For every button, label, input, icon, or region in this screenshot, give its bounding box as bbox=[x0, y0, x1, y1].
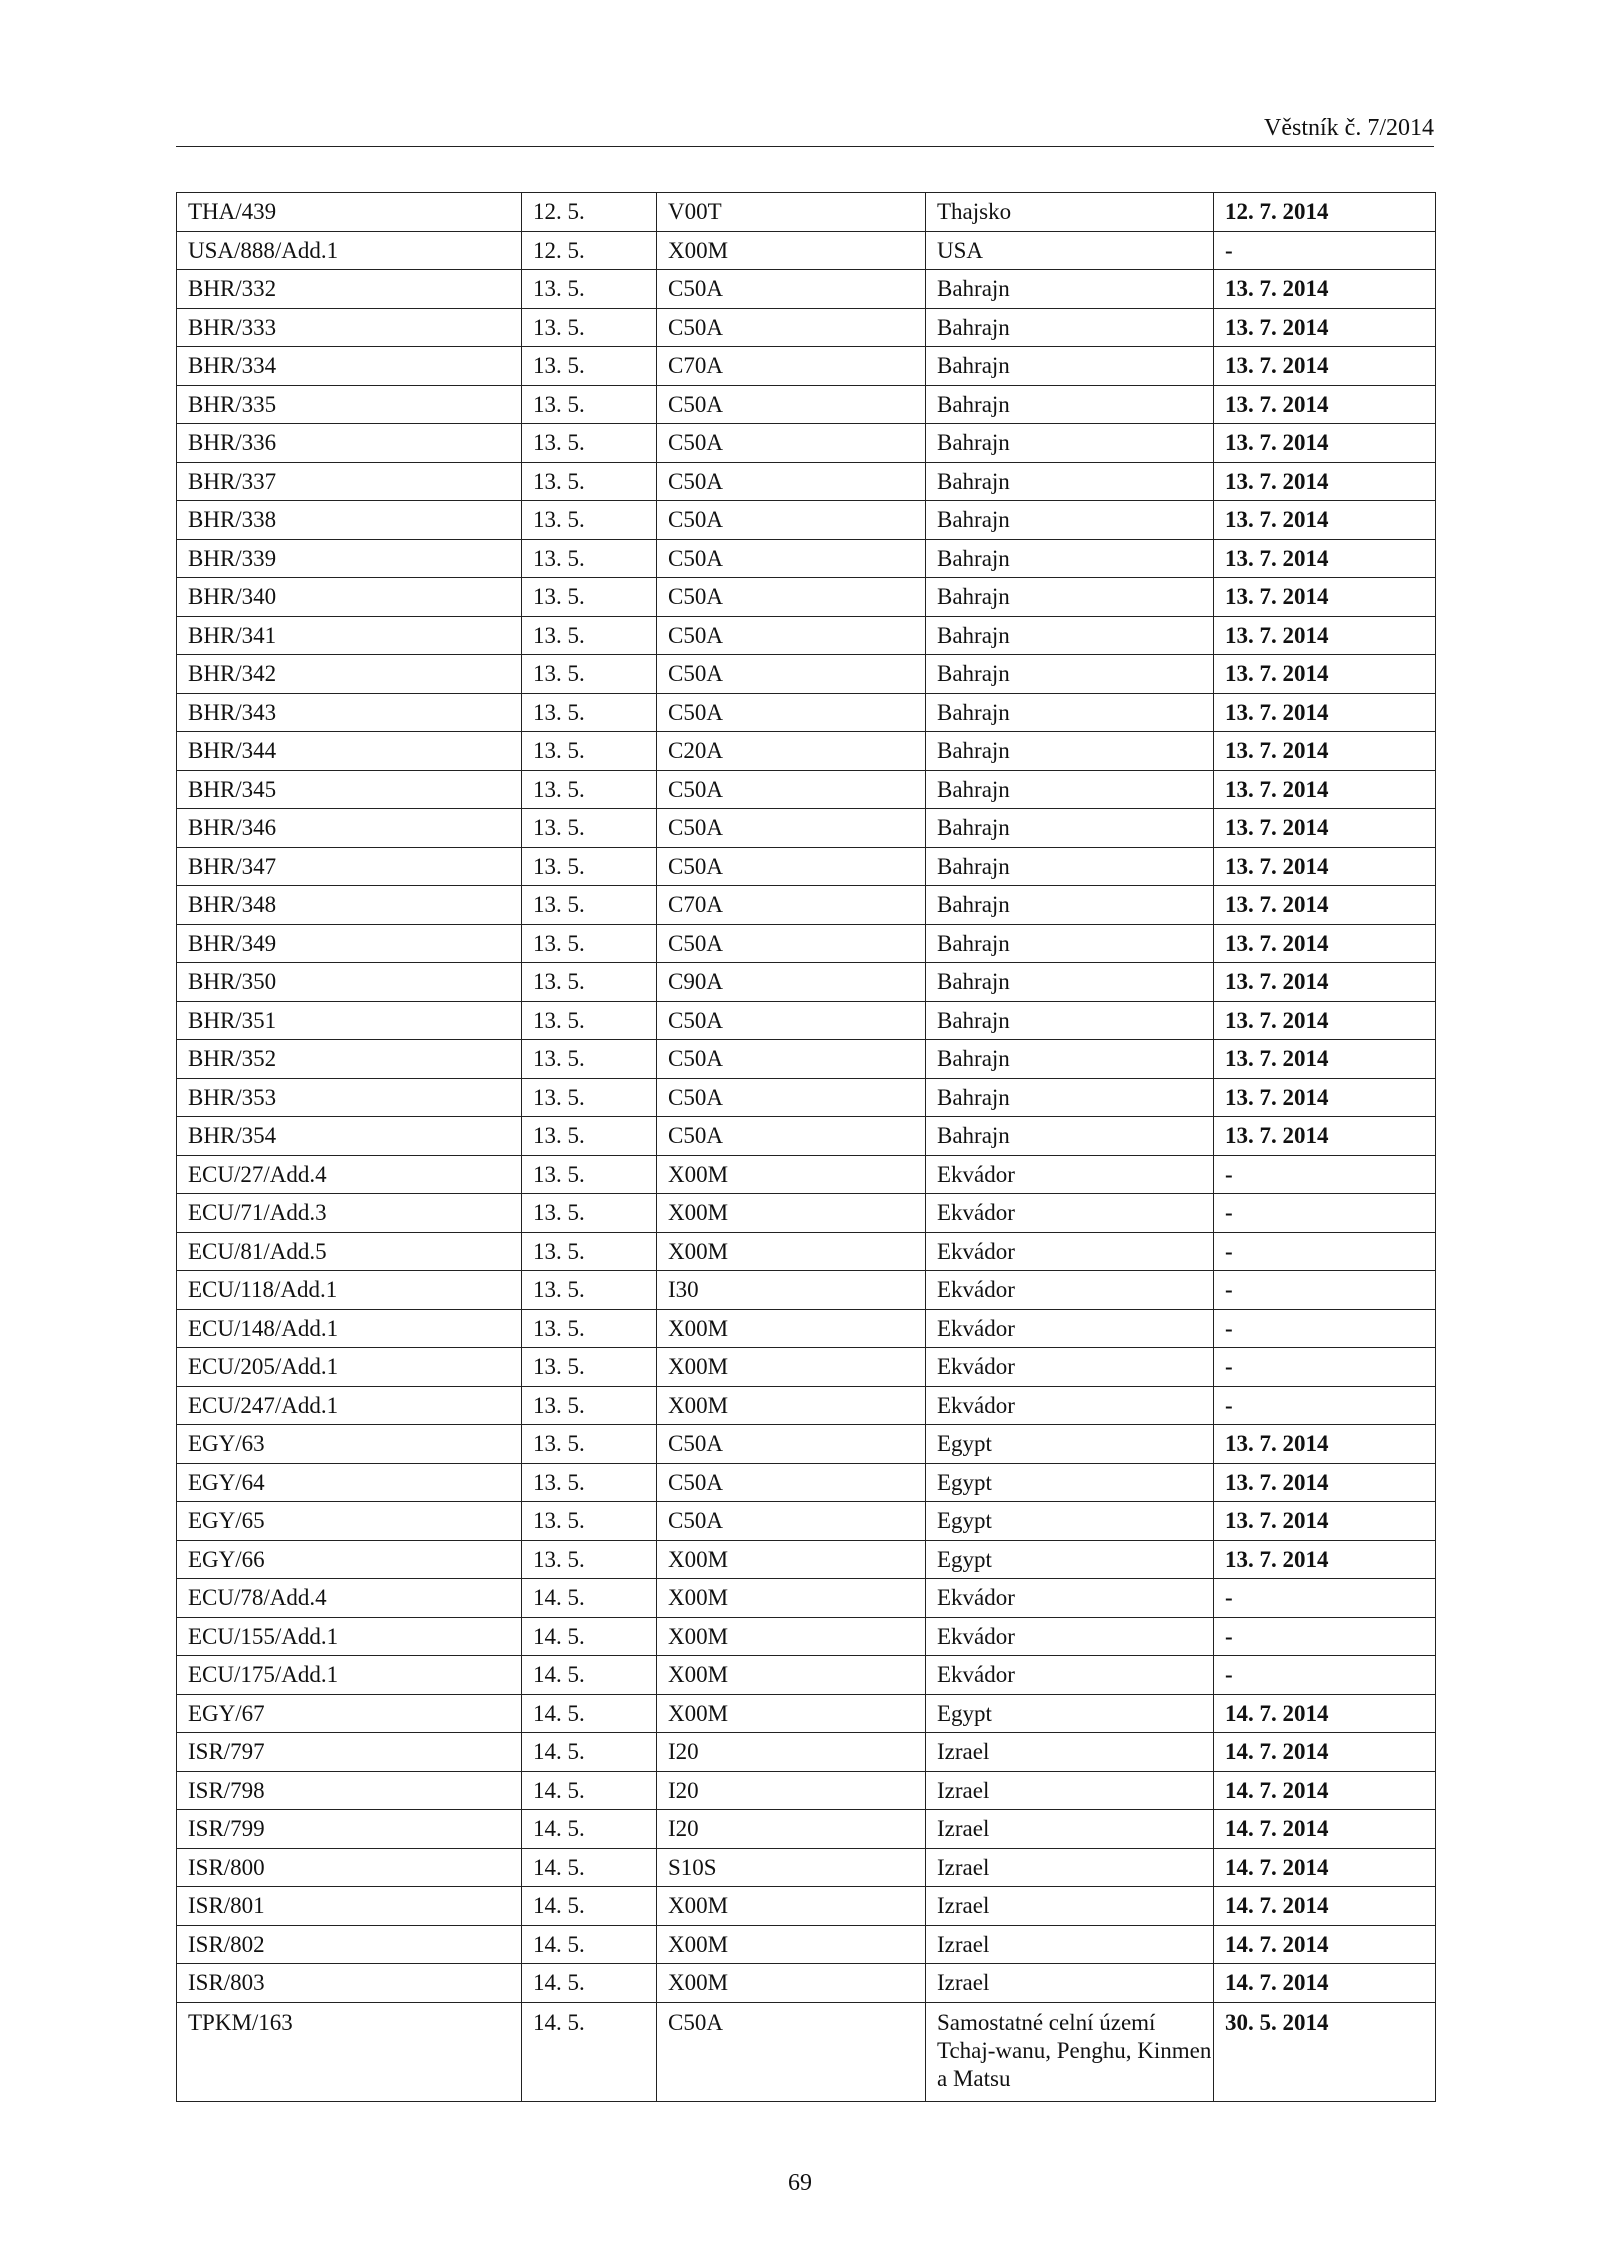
country-cell: Ekvádor bbox=[926, 1271, 1214, 1310]
deadline-date-cell: 13. 7. 2014 bbox=[1214, 1502, 1436, 1541]
deadline-date-cell: 14. 7. 2014 bbox=[1214, 1694, 1436, 1733]
country-cell: Bahrajn bbox=[926, 270, 1214, 309]
table-row bbox=[177, 886, 1436, 925]
product-code-cell: C50A bbox=[657, 270, 926, 309]
deadline-date-cell: 13. 7. 2014 bbox=[1214, 616, 1436, 655]
product-code-cell: C90A bbox=[657, 963, 926, 1002]
document-code-cell: ISR/803 bbox=[177, 1964, 522, 2003]
table-row bbox=[177, 424, 1436, 463]
table-row bbox=[177, 347, 1436, 386]
country-cell: Ekvádor bbox=[926, 1617, 1214, 1656]
product-code-cell: C50A bbox=[657, 1463, 926, 1502]
document-code-cell: BHR/351 bbox=[177, 1001, 522, 1040]
notification-date-cell: 13. 5. bbox=[522, 1348, 657, 1387]
country-cell: Ekvádor bbox=[926, 1155, 1214, 1194]
notification-date-cell: 13. 5. bbox=[522, 539, 657, 578]
country-cell: Thajsko bbox=[926, 193, 1214, 232]
notification-date-cell: 12. 5. bbox=[522, 231, 657, 270]
country-cell: Bahrajn bbox=[926, 770, 1214, 809]
deadline-date-cell: - bbox=[1214, 1232, 1436, 1271]
deadline-date-cell: 13. 7. 2014 bbox=[1214, 809, 1436, 848]
document-code-cell: BHR/332 bbox=[177, 270, 522, 309]
document-code-cell: ISR/799 bbox=[177, 1810, 522, 1849]
notification-date-cell: 13. 5. bbox=[522, 578, 657, 617]
product-code-cell: C50A bbox=[657, 847, 926, 886]
table-row bbox=[177, 1964, 1436, 2003]
product-code-cell: C70A bbox=[657, 886, 926, 925]
table-row bbox=[177, 809, 1436, 848]
product-code-cell: X00M bbox=[657, 1309, 926, 1348]
notification-date-cell: 14. 5. bbox=[522, 1656, 657, 1695]
country-cell: Izrael bbox=[926, 1848, 1214, 1887]
country-cell: Ekvádor bbox=[926, 1579, 1214, 1618]
document-code-cell: ECU/78/Add.4 bbox=[177, 1579, 522, 1618]
deadline-date-cell: - bbox=[1214, 1194, 1436, 1233]
document-code-cell: BHR/348 bbox=[177, 886, 522, 925]
notification-date-cell: 13. 5. bbox=[522, 847, 657, 886]
product-code-cell: X00M bbox=[657, 1617, 926, 1656]
notification-date-cell: 13. 5. bbox=[522, 1040, 657, 1079]
product-code-cell: C50A bbox=[657, 1117, 926, 1156]
notification-date-cell: 13. 5. bbox=[522, 1194, 657, 1233]
document-code-cell: BHR/342 bbox=[177, 655, 522, 694]
table-row bbox=[177, 655, 1436, 694]
notification-date-cell: 13. 5. bbox=[522, 1386, 657, 1425]
document-code-cell: BHR/338 bbox=[177, 501, 522, 540]
country-cell: Izrael bbox=[926, 1733, 1214, 1772]
document-code-cell: BHR/352 bbox=[177, 1040, 522, 1079]
table-row bbox=[177, 385, 1436, 424]
document-code-cell: BHR/350 bbox=[177, 963, 522, 1002]
deadline-date-cell: 13. 7. 2014 bbox=[1214, 693, 1436, 732]
deadline-date-cell: - bbox=[1214, 1271, 1436, 1310]
country-cell: Ekvádor bbox=[926, 1656, 1214, 1695]
deadline-date-cell: - bbox=[1214, 1309, 1436, 1348]
country-cell: Izrael bbox=[926, 1964, 1214, 2003]
document-code-cell: BHR/333 bbox=[177, 308, 522, 347]
product-code-cell: I20 bbox=[657, 1733, 926, 1772]
document-code-cell: USA/888/Add.1 bbox=[177, 231, 522, 270]
product-code-cell: C50A bbox=[657, 924, 926, 963]
country-cell: Ekvádor bbox=[926, 1386, 1214, 1425]
country-cell: Bahrajn bbox=[926, 809, 1214, 848]
table-row bbox=[177, 1348, 1436, 1387]
product-code-cell: C50A bbox=[657, 809, 926, 848]
document-code-cell: EGY/63 bbox=[177, 1425, 522, 1464]
country-cell: Izrael bbox=[926, 1810, 1214, 1849]
notification-date-cell: 13. 5. bbox=[522, 501, 657, 540]
table-row bbox=[177, 1001, 1436, 1040]
product-code-cell: C50A bbox=[657, 308, 926, 347]
country-cell: Ekvádor bbox=[926, 1232, 1214, 1271]
country-cell: Bahrajn bbox=[926, 1040, 1214, 1079]
country-cell: Samostatné celní území Tchaj-wanu, Penghu, Kinmen a Matsu bbox=[926, 2002, 1214, 2101]
table-row bbox=[177, 1271, 1436, 1310]
product-code-cell: X00M bbox=[657, 1579, 926, 1618]
table-row bbox=[177, 1117, 1436, 1156]
table-row bbox=[177, 539, 1436, 578]
table-row bbox=[177, 1733, 1436, 1772]
table-row bbox=[177, 1078, 1436, 1117]
country-cell: Izrael bbox=[926, 1887, 1214, 1926]
deadline-date-cell: 14. 7. 2014 bbox=[1214, 1964, 1436, 2003]
notification-date-cell: 13. 5. bbox=[522, 1271, 657, 1310]
country-cell: Izrael bbox=[926, 1925, 1214, 1964]
deadline-date-cell: 13. 7. 2014 bbox=[1214, 1540, 1436, 1579]
table-row bbox=[177, 1425, 1436, 1464]
deadline-date-cell: - bbox=[1214, 1155, 1436, 1194]
page-header bbox=[176, 110, 1434, 147]
deadline-date-cell: - bbox=[1214, 1617, 1436, 1656]
product-code-cell: X00M bbox=[657, 1656, 926, 1695]
country-cell: Bahrajn bbox=[926, 1117, 1214, 1156]
product-code-cell: C50A bbox=[657, 424, 926, 463]
notification-date-cell: 13. 5. bbox=[522, 385, 657, 424]
deadline-date-cell: - bbox=[1214, 1348, 1436, 1387]
country-cell: Bahrajn bbox=[926, 924, 1214, 963]
product-code-cell: C50A bbox=[657, 1078, 926, 1117]
country-cell: Bahrajn bbox=[926, 616, 1214, 655]
document-code-cell: BHR/339 bbox=[177, 539, 522, 578]
journal-title: Věstník č. 7/2014 bbox=[1264, 115, 1434, 141]
country-cell: Bahrajn bbox=[926, 963, 1214, 1002]
deadline-date-cell: - bbox=[1214, 1579, 1436, 1618]
document-code-cell: ECU/247/Add.1 bbox=[177, 1386, 522, 1425]
deadline-date-cell: 13. 7. 2014 bbox=[1214, 1425, 1436, 1464]
document-code-cell: EGY/64 bbox=[177, 1463, 522, 1502]
table-row bbox=[177, 193, 1436, 232]
table-row bbox=[177, 1463, 1436, 1502]
page-number: 69 bbox=[788, 2170, 812, 2196]
table-row bbox=[177, 1232, 1436, 1271]
table-row bbox=[177, 963, 1436, 1002]
product-code-cell: X00M bbox=[657, 1348, 926, 1387]
product-code-cell: C50A bbox=[657, 1040, 926, 1079]
country-cell: Bahrajn bbox=[926, 462, 1214, 501]
country-cell: Bahrajn bbox=[926, 347, 1214, 386]
table-row bbox=[177, 1925, 1436, 1964]
document-code-cell: BHR/337 bbox=[177, 462, 522, 501]
table-row bbox=[177, 1810, 1436, 1849]
document-code-cell: TPKM/163 bbox=[177, 2002, 522, 2101]
deadline-date-cell: 13. 7. 2014 bbox=[1214, 886, 1436, 925]
product-code-cell: I20 bbox=[657, 1810, 926, 1849]
country-cell: Egypt bbox=[926, 1425, 1214, 1464]
product-code-cell: C50A bbox=[657, 385, 926, 424]
table-row bbox=[177, 693, 1436, 732]
document-code-cell: ECU/71/Add.3 bbox=[177, 1194, 522, 1233]
country-cell: Bahrajn bbox=[926, 424, 1214, 463]
notification-date-cell: 13. 5. bbox=[522, 462, 657, 501]
product-code-cell: V00T bbox=[657, 193, 926, 232]
notification-date-cell: 13. 5. bbox=[522, 1078, 657, 1117]
deadline-date-cell: 13. 7. 2014 bbox=[1214, 924, 1436, 963]
notification-date-cell: 14. 5. bbox=[522, 1887, 657, 1926]
notification-date-cell: 13. 5. bbox=[522, 924, 657, 963]
notification-date-cell: 13. 5. bbox=[522, 1001, 657, 1040]
notification-date-cell: 13. 5. bbox=[522, 1155, 657, 1194]
product-code-cell: I30 bbox=[657, 1271, 926, 1310]
country-cell: Bahrajn bbox=[926, 847, 1214, 886]
notification-date-cell: 13. 5. bbox=[522, 732, 657, 771]
country-cell: Izrael bbox=[926, 1771, 1214, 1810]
notification-date-cell: 13. 5. bbox=[522, 1463, 657, 1502]
table-row bbox=[177, 1579, 1436, 1618]
table-row bbox=[177, 924, 1436, 963]
notification-date-cell: 14. 5. bbox=[522, 1733, 657, 1772]
deadline-date-cell: - bbox=[1214, 1386, 1436, 1425]
notification-date-cell: 14. 5. bbox=[522, 1925, 657, 1964]
deadline-date-cell: 13. 7. 2014 bbox=[1214, 308, 1436, 347]
table-row bbox=[177, 1386, 1436, 1425]
notification-table bbox=[176, 192, 1436, 2102]
table-row bbox=[177, 231, 1436, 270]
product-code-cell: C50A bbox=[657, 770, 926, 809]
product-code-cell: C70A bbox=[657, 347, 926, 386]
notification-date-cell: 12. 5. bbox=[522, 193, 657, 232]
deadline-date-cell: 13. 7. 2014 bbox=[1214, 1078, 1436, 1117]
document-code-cell: ECU/81/Add.5 bbox=[177, 1232, 522, 1271]
country-cell: Egypt bbox=[926, 1540, 1214, 1579]
country-cell: Ekvádor bbox=[926, 1348, 1214, 1387]
document-code-cell: ECU/155/Add.1 bbox=[177, 1617, 522, 1656]
deadline-date-cell: 13. 7. 2014 bbox=[1214, 1001, 1436, 1040]
document-code-cell: BHR/345 bbox=[177, 770, 522, 809]
country-cell: Bahrajn bbox=[926, 578, 1214, 617]
deadline-date-cell: 14. 7. 2014 bbox=[1214, 1771, 1436, 1810]
product-code-cell: C50A bbox=[657, 578, 926, 617]
deadline-date-cell: 13. 7. 2014 bbox=[1214, 1040, 1436, 1079]
deadline-date-cell: 13. 7. 2014 bbox=[1214, 539, 1436, 578]
notification-date-cell: 13. 5. bbox=[522, 886, 657, 925]
table-row bbox=[177, 1771, 1436, 1810]
document-code-cell: BHR/334 bbox=[177, 347, 522, 386]
country-cell: USA bbox=[926, 231, 1214, 270]
country-cell: Bahrajn bbox=[926, 385, 1214, 424]
deadline-date-cell: 13. 7. 2014 bbox=[1214, 270, 1436, 309]
country-cell: Bahrajn bbox=[926, 732, 1214, 771]
product-code-cell: S10S bbox=[657, 1848, 926, 1887]
deadline-date-cell: 13. 7. 2014 bbox=[1214, 847, 1436, 886]
country-cell: Bahrajn bbox=[926, 308, 1214, 347]
table-row bbox=[177, 1848, 1436, 1887]
document-code-cell: BHR/340 bbox=[177, 578, 522, 617]
document-code-cell: THA/439 bbox=[177, 193, 522, 232]
deadline-date-cell: 13. 7. 2014 bbox=[1214, 1463, 1436, 1502]
notification-date-cell: 13. 5. bbox=[522, 693, 657, 732]
document-code-cell: ECU/27/Add.4 bbox=[177, 1155, 522, 1194]
product-code-cell: C50A bbox=[657, 1425, 926, 1464]
notification-date-cell: 13. 5. bbox=[522, 809, 657, 848]
document-code-cell: BHR/336 bbox=[177, 424, 522, 463]
deadline-date-cell: 30. 5. 2014 bbox=[1214, 2002, 1436, 2101]
table-row bbox=[177, 308, 1436, 347]
deadline-date-cell: 13. 7. 2014 bbox=[1214, 385, 1436, 424]
notification-date-cell: 14. 5. bbox=[522, 1771, 657, 1810]
notification-date-cell: 13. 5. bbox=[522, 347, 657, 386]
notification-date-cell: 13. 5. bbox=[522, 1117, 657, 1156]
product-code-cell: X00M bbox=[657, 1194, 926, 1233]
product-code-cell: X00M bbox=[657, 1964, 926, 2003]
notification-date-cell: 13. 5. bbox=[522, 308, 657, 347]
table-body bbox=[177, 193, 1436, 2102]
notification-date-cell: 13. 5. bbox=[522, 1309, 657, 1348]
notification-date-cell: 13. 5. bbox=[522, 1232, 657, 1271]
deadline-date-cell: 13. 7. 2014 bbox=[1214, 501, 1436, 540]
country-cell: Ekvádor bbox=[926, 1309, 1214, 1348]
notification-date-cell: 13. 5. bbox=[522, 1502, 657, 1541]
product-code-cell: X00M bbox=[657, 1232, 926, 1271]
product-code-cell: C50A bbox=[657, 539, 926, 578]
notification-date-cell: 13. 5. bbox=[522, 270, 657, 309]
deadline-date-cell: - bbox=[1214, 231, 1436, 270]
notification-date-cell: 13. 5. bbox=[522, 616, 657, 655]
table-row bbox=[177, 462, 1436, 501]
document-code-cell: BHR/349 bbox=[177, 924, 522, 963]
product-code-cell: X00M bbox=[657, 1155, 926, 1194]
document-code-cell: BHR/343 bbox=[177, 693, 522, 732]
table-row bbox=[177, 1887, 1436, 1926]
document-code-cell: EGY/66 bbox=[177, 1540, 522, 1579]
table-row bbox=[177, 1194, 1436, 1233]
deadline-date-cell: 14. 7. 2014 bbox=[1214, 1848, 1436, 1887]
document-code-cell: ECU/148/Add.1 bbox=[177, 1309, 522, 1348]
document-code-cell: BHR/353 bbox=[177, 1078, 522, 1117]
table-row bbox=[177, 1040, 1436, 1079]
notification-date-cell: 14. 5. bbox=[522, 1579, 657, 1618]
notification-date-cell: 13. 5. bbox=[522, 655, 657, 694]
table-row bbox=[177, 1694, 1436, 1733]
product-code-cell: X00M bbox=[657, 1887, 926, 1926]
table-row bbox=[177, 616, 1436, 655]
product-code-cell: X00M bbox=[657, 1386, 926, 1425]
country-cell: Egypt bbox=[926, 1502, 1214, 1541]
document-code-cell: ECU/175/Add.1 bbox=[177, 1656, 522, 1695]
document-code-cell: ISR/797 bbox=[177, 1733, 522, 1772]
document-code-cell: BHR/346 bbox=[177, 809, 522, 848]
notification-date-cell: 14. 5. bbox=[522, 2002, 657, 2101]
document-code-cell: ISR/800 bbox=[177, 1848, 522, 1887]
table-row bbox=[177, 501, 1436, 540]
country-cell: Bahrajn bbox=[926, 1001, 1214, 1040]
document-code-cell: ECU/118/Add.1 bbox=[177, 1271, 522, 1310]
table-row bbox=[177, 1656, 1436, 1695]
table-row bbox=[177, 270, 1436, 309]
country-cell: Ekvádor bbox=[926, 1194, 1214, 1233]
notification-date-cell: 14. 5. bbox=[522, 1964, 657, 2003]
country-cell: Egypt bbox=[926, 1694, 1214, 1733]
notification-date-cell: 14. 5. bbox=[522, 1810, 657, 1849]
product-code-cell: C50A bbox=[657, 655, 926, 694]
notification-date-cell: 14. 5. bbox=[522, 1617, 657, 1656]
deadline-date-cell: 13. 7. 2014 bbox=[1214, 347, 1436, 386]
product-code-cell: X00M bbox=[657, 1925, 926, 1964]
document-code-cell: BHR/335 bbox=[177, 385, 522, 424]
deadline-date-cell: 13. 7. 2014 bbox=[1214, 655, 1436, 694]
product-code-cell: C50A bbox=[657, 501, 926, 540]
country-cell: Bahrajn bbox=[926, 655, 1214, 694]
product-code-cell: C50A bbox=[657, 693, 926, 732]
document-code-cell: ECU/205/Add.1 bbox=[177, 1348, 522, 1387]
deadline-date-cell: 13. 7. 2014 bbox=[1214, 462, 1436, 501]
deadline-date-cell: 14. 7. 2014 bbox=[1214, 1733, 1436, 1772]
notification-date-cell: 13. 5. bbox=[522, 1540, 657, 1579]
country-cell: Bahrajn bbox=[926, 693, 1214, 732]
table-row bbox=[177, 1540, 1436, 1579]
product-code-cell: I20 bbox=[657, 1771, 926, 1810]
document-code-cell: EGY/65 bbox=[177, 1502, 522, 1541]
product-code-cell: C50A bbox=[657, 1001, 926, 1040]
document-code-cell: BHR/354 bbox=[177, 1117, 522, 1156]
deadline-date-cell: 13. 7. 2014 bbox=[1214, 770, 1436, 809]
product-code-cell: C50A bbox=[657, 1502, 926, 1541]
document-code-cell: BHR/344 bbox=[177, 732, 522, 771]
country-cell: Bahrajn bbox=[926, 501, 1214, 540]
product-code-cell: C20A bbox=[657, 732, 926, 771]
deadline-date-cell: 14. 7. 2014 bbox=[1214, 1810, 1436, 1849]
document-code-cell: ISR/798 bbox=[177, 1771, 522, 1810]
notification-date-cell: 14. 5. bbox=[522, 1848, 657, 1887]
deadline-date-cell: 13. 7. 2014 bbox=[1214, 578, 1436, 617]
product-code-cell: C50A bbox=[657, 616, 926, 655]
country-cell: Egypt bbox=[926, 1463, 1214, 1502]
table-row bbox=[177, 1155, 1436, 1194]
product-code-cell: C50A bbox=[657, 2002, 926, 2101]
deadline-date-cell: 13. 7. 2014 bbox=[1214, 424, 1436, 463]
deadline-date-cell: 13. 7. 2014 bbox=[1214, 1117, 1436, 1156]
deadline-date-cell: 12. 7. 2014 bbox=[1214, 193, 1436, 232]
deadline-date-cell: 14. 7. 2014 bbox=[1214, 1887, 1436, 1926]
country-cell: Bahrajn bbox=[926, 886, 1214, 925]
document-code-cell: ISR/802 bbox=[177, 1925, 522, 1964]
deadline-date-cell: 13. 7. 2014 bbox=[1214, 732, 1436, 771]
product-code-cell: X00M bbox=[657, 1694, 926, 1733]
notification-date-cell: 13. 5. bbox=[522, 424, 657, 463]
table-row bbox=[177, 1617, 1436, 1656]
table-row bbox=[177, 1309, 1436, 1348]
product-code-cell: X00M bbox=[657, 231, 926, 270]
document-code-cell: BHR/347 bbox=[177, 847, 522, 886]
notification-date-cell: 13. 5. bbox=[522, 1425, 657, 1464]
document-code-cell: ISR/801 bbox=[177, 1887, 522, 1926]
document-code-cell: EGY/67 bbox=[177, 1694, 522, 1733]
table-row bbox=[177, 2002, 1436, 2101]
country-cell: Bahrajn bbox=[926, 1078, 1214, 1117]
country-cell: Bahrajn bbox=[926, 539, 1214, 578]
notification-date-cell: 14. 5. bbox=[522, 1694, 657, 1733]
table-row bbox=[177, 770, 1436, 809]
table-row bbox=[177, 847, 1436, 886]
table-row bbox=[177, 732, 1436, 771]
notification-date-cell: 13. 5. bbox=[522, 963, 657, 1002]
table-row bbox=[177, 578, 1436, 617]
product-code-cell: X00M bbox=[657, 1540, 926, 1579]
notification-date-cell: 13. 5. bbox=[522, 770, 657, 809]
product-code-cell: C50A bbox=[657, 462, 926, 501]
deadline-date-cell: 13. 7. 2014 bbox=[1214, 963, 1436, 1002]
document-code-cell: BHR/341 bbox=[177, 616, 522, 655]
deadline-date-cell: - bbox=[1214, 1656, 1436, 1695]
deadline-date-cell: 14. 7. 2014 bbox=[1214, 1925, 1436, 1964]
table-row bbox=[177, 1502, 1436, 1541]
